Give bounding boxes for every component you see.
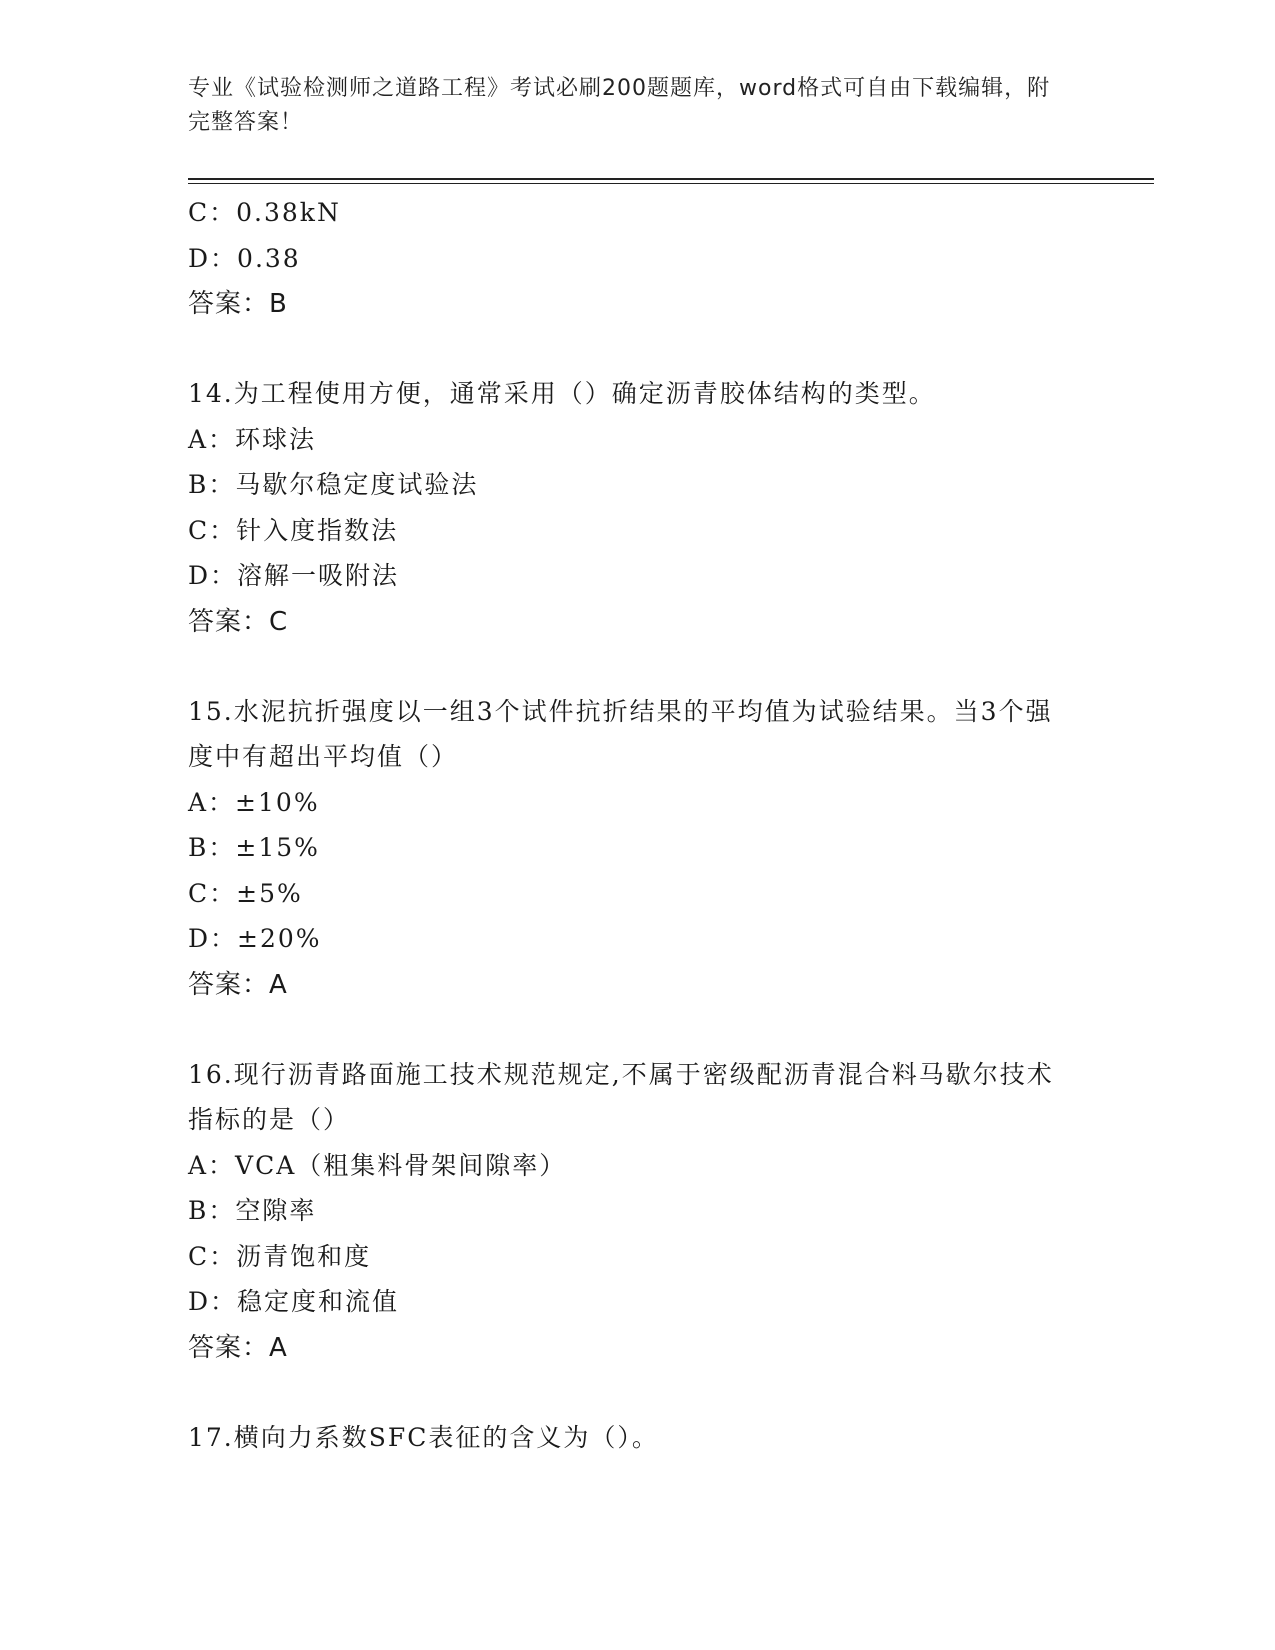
option-d: D：溶解一吸附法 bbox=[188, 561, 400, 590]
spacer bbox=[188, 1371, 1068, 1415]
spacer bbox=[188, 1008, 1068, 1052]
question-stem: 15.水泥抗折强度以一组3个试件抗折结果的平均值为试验结果。当3个强度中有超出平均值（） bbox=[188, 696, 1053, 771]
question-stem: 14.为工程使用方便，通常采用（）确定沥青胶体结构的类型。 bbox=[188, 379, 936, 408]
question-17 bbox=[188, 1415, 1068, 1461]
option-a: A：±10% bbox=[188, 787, 320, 817]
question-stem: 16.现行沥青路面施工技术规范规定,不属于密级配沥青混合料马歇尔技术指标的是（） bbox=[188, 1059, 1054, 1134]
question-stem: 17.横向力系数SFC表征的含义为（）。 bbox=[188, 1422, 659, 1452]
answer-line: 答案：B bbox=[188, 289, 288, 319]
header-rule-thick bbox=[188, 178, 1154, 180]
question-list bbox=[188, 190, 1068, 1460]
option-a: A：环球法 bbox=[188, 424, 317, 454]
question-14 bbox=[188, 371, 1068, 645]
answer-line: 答案：A bbox=[188, 969, 288, 1000]
question-16 bbox=[188, 1052, 1068, 1371]
option-c: C：针入度指数法 bbox=[188, 515, 399, 545]
option-b: B：马歇尔稳定度试验法 bbox=[188, 470, 479, 499]
spacer bbox=[188, 645, 1068, 689]
header-rule-thin bbox=[188, 183, 1154, 184]
option-c: C：±5% bbox=[188, 878, 303, 908]
answer-line: 答案：A bbox=[188, 1332, 288, 1363]
option-b: B：±15% bbox=[188, 833, 320, 862]
option-d: D：稳定度和流值 bbox=[188, 1287, 400, 1316]
answer-line: 答案：C bbox=[188, 606, 289, 637]
option-c: C：沥青饱和度 bbox=[188, 1241, 372, 1271]
option-a: A：VCA（粗集料骨架间隙率） bbox=[188, 1150, 567, 1180]
option-b: B：空隙率 bbox=[188, 1196, 317, 1225]
page-header: 专业《试验检测师之道路工程》考试必刷200题题库，word格式可自由下载编辑，附完整答案！ bbox=[188, 76, 1051, 135]
option-d: D：±20% bbox=[188, 924, 322, 953]
question-15 bbox=[188, 689, 1068, 1008]
option-c: C：0.38kN bbox=[188, 198, 341, 227]
prev-question-tail bbox=[188, 190, 1068, 327]
spacer bbox=[188, 327, 1068, 371]
option-d: D：0.38 bbox=[188, 243, 301, 273]
